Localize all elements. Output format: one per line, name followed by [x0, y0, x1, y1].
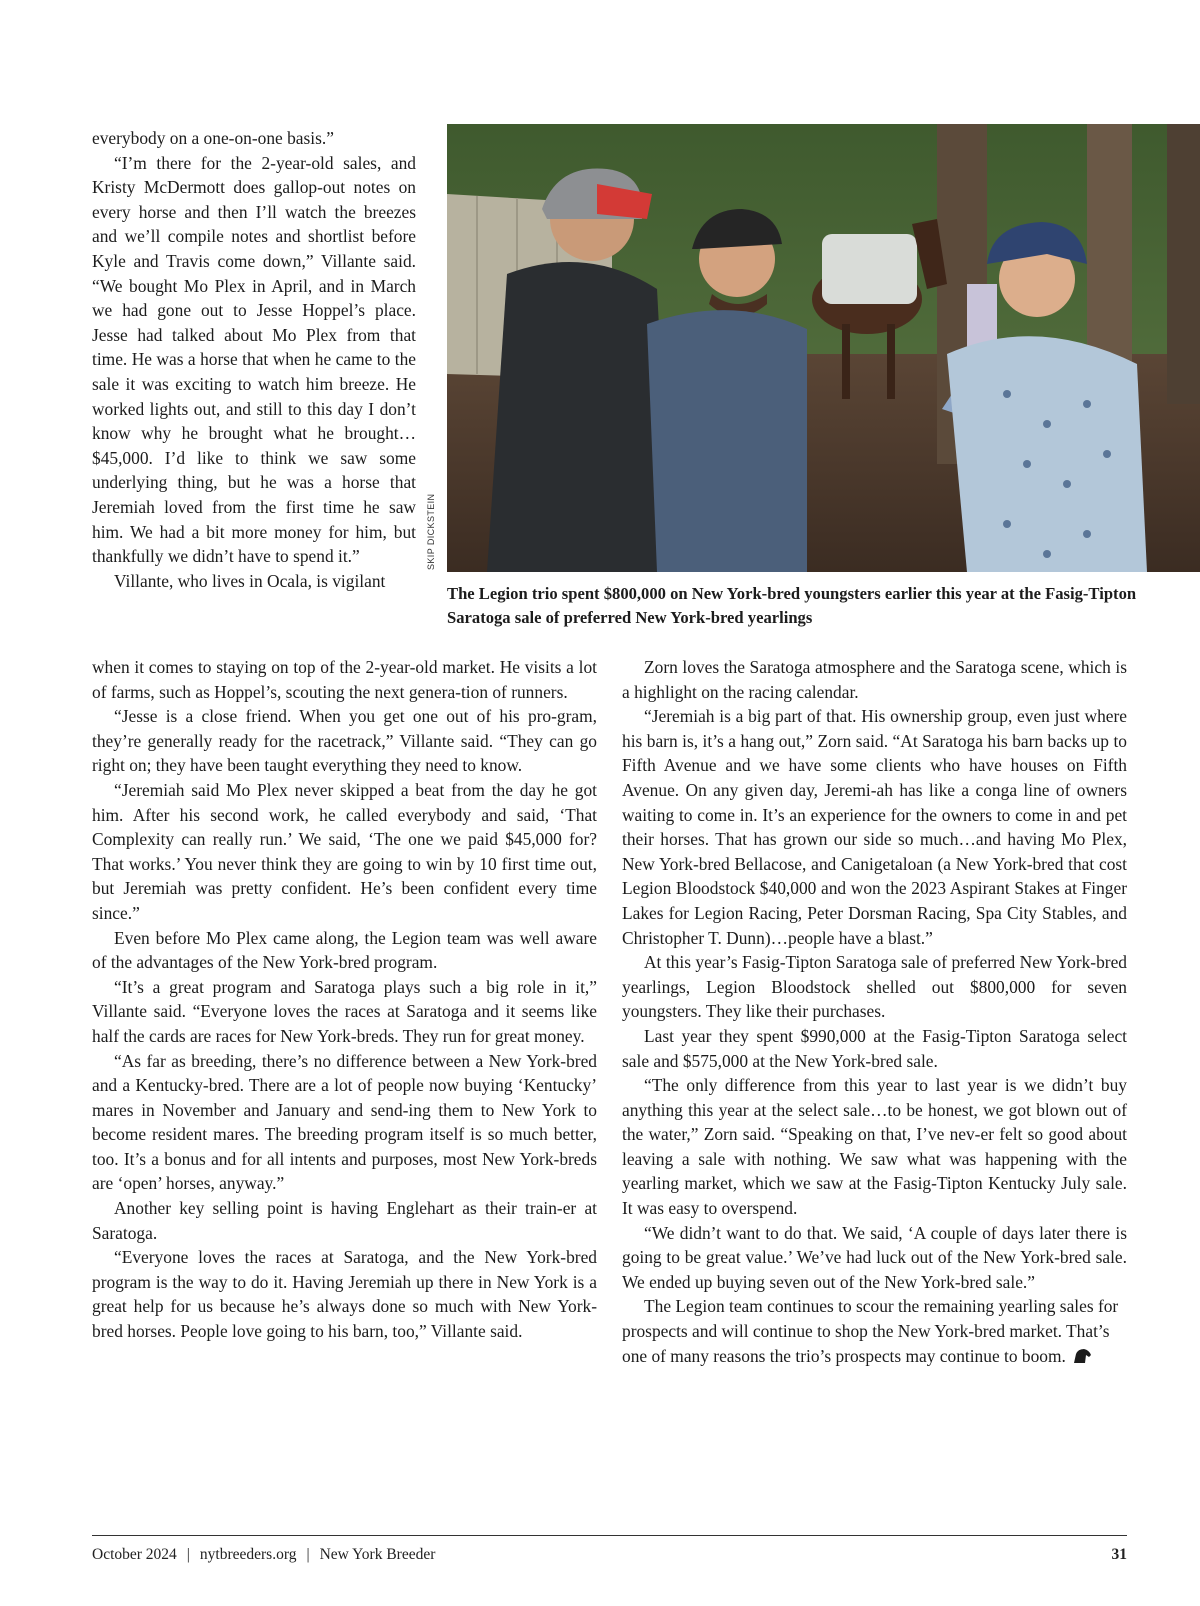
article-column-right — [622, 655, 1127, 1368]
paragraph: “The only difference from this year to last year is we didn’t buy anything this year at the select sale…to be honest, we got blown out of the water,” Zorn said. “Speaking on that, I’ve nev-er felt so good about leaving a sale with nothing. We saw what was happening with the yearling market, which we saw at the Fasig-Tipton Kentucky July sale. It was easy to overspend. — [622, 1075, 1127, 1219]
article-photo — [447, 124, 1200, 572]
paragraph: “Jesse is a close friend. When you get one out of his pro-gram, they’re generally ready for the racetrack,” Villante said. “They can go right on; they have been taught everything they need to know. — [92, 706, 597, 776]
paragraph: “Jeremiah is a big part of that. His ownership group, even just where his barn is, it’s a hang out,” Zorn said. “At Saratoga his barn backs up to Fifth Avenue and we have some clients who have houses on Fifth Avenue. On any given day, Jeremi-ah has like a conga line of owners waiting to come in. It’s an experience for the owners to come in and pet their horses. That has grown our side so much…and having Mo Plex, New York-bred Bellacose, and Canigetaloan (a New York-bred that cost Legion Bloodstock $40,000 and won the 2023 Aspirant Stakes at Finger Lakes for Legion Racing, Peter Dorsman Racing, Spa City Stables, and Christopher T. Dunn)…people have a blast.” — [622, 706, 1127, 948]
footer-separator: | — [306, 1546, 310, 1563]
article-column-left-bottom — [92, 655, 597, 1344]
paragraph-last — [622, 1294, 1127, 1368]
footer-site: nytbreeders.org — [199, 1546, 297, 1563]
footer-date: October 2024 — [92, 1546, 177, 1563]
paragraph: “As far as breeding, there’s no difference between a New York-bred and a Kentucky-bred. There are a lot of people now buying ‘Kentucky’ mares in November and January and send-ing them to New York to become resident mares. The breeding program itself is so much better, too. It’s a bonus and for all intents and purposes, most New York-breds are ‘open’ horses, anyway.” — [92, 1050, 597, 1194]
paragraph: “It’s a great program and Saratoga plays such a big role in it,” Villante said. “Everyone loves the races at Saratoga and it seems like half the cards are races for New York-breds. They run for great money. — [92, 976, 597, 1046]
paragraph: “Jeremiah said Mo Plex never skipped a beat from the day he got him. After his second work, he called everybody and said, ‘That Complexity can really run.’ We said, ‘The one we paid $45,000 for? That works.’ You never think they are going to win by 10 first time out, but Jeremiah was pretty confident. He’s been confident every time since.” — [92, 779, 597, 923]
paragraph: At this year’s Fasig-Tipton Saratoga sale of preferred New York-bred yearlings, Legion Bloodstock shelled out $800,000 for seven youngsters. They like their purchases. — [622, 952, 1127, 1022]
page-footer — [92, 1546, 1127, 1564]
footer-rule — [92, 1535, 1127, 1536]
footer-publication: New York Breeder — [319, 1546, 436, 1563]
paragraph: when it comes to staying on top of the 2-year-old market. He visits a lot of farms, such as Hoppel’s, scouting the next genera-tion of runners. — [92, 657, 597, 702]
paragraph: Another key selling point is having Englehart as their train-er at Saratoga. — [92, 1198, 597, 1243]
paragraph: Villante, who lives in Ocala, is vigilant — [114, 570, 386, 591]
paragraph: Last year they spent $990,000 at the Fasig-Tipton Saratoga select sale and $575,000 at the New York-bred sale. — [622, 1025, 1127, 1071]
paragraph: “Everyone loves the races at Saratoga, and the New York-bred program is the way to do it. Having Jeremiah up there in New York is a great help for us because he’s always done so much with New York-bred horses. People love going to his barn, too,” Villante said. — [92, 1247, 597, 1342]
paragraph: Zorn loves the Saratoga atmosphere and the Saratoga scene, which is a highlight on the racing calendar. — [622, 657, 1127, 702]
paragraph: Even before Mo Plex came along, the Legion team was well aware of the advantages of the New York-bred program. — [92, 927, 597, 973]
paragraph: “We didn’t want to do that. We said, ‘A couple of days later there is going to be great value.’ We’ve had luck out of the New York-bred sale. We ended up buying seven out of the New York-bred sale.” — [622, 1222, 1127, 1292]
paragraph: “I’m there for the 2-year-old sales, and Kristy McDermott does gallop-out notes on every horse and then I’ll watch the breezes and we’ll compile notes and shortlist before Kyle and Travis come down,” Villante said. “We bought Mo Plex in April, and in March we had gone out to Jesse Hoppel’s place. Jesse had talked about Mo Plex from that time. He was a horse that when he came to the sale it was exciting to watch him breeze. He worked lights out, and still to this day I don’t know why he brought what he brought…$45,000. I’d like to think we saw some underlying thing, but he was a horse that Jeremiah loved from the first time he saw him. We had a bit more money for him, but thankfully we didn’t have to spend it.” — [92, 152, 416, 567]
paragraph-text: The Legion team continues to scour the remaining yearling sales for prospects and will continue to shop the New York-bred market. That’s one of many reasons the trio’s prospects may continue to boom. — [622, 1296, 1119, 1366]
paragraph: everybody on a one-on-one basis.” — [92, 128, 334, 148]
photo-caption: The Legion trio spent $800,000 on New York-bred youngsters earlier this year at the Fasig-Tipton Saratoga sale of preferred New York-bred yearlings — [447, 584, 1137, 627]
photo-credit: SKIP DICKSTEIN — [426, 493, 436, 570]
page-number: 31 — [1111, 1546, 1127, 1563]
horse-head-icon — [1072, 1348, 1092, 1364]
article-column-left-top — [92, 126, 416, 593]
footer-separator: | — [186, 1546, 190, 1563]
